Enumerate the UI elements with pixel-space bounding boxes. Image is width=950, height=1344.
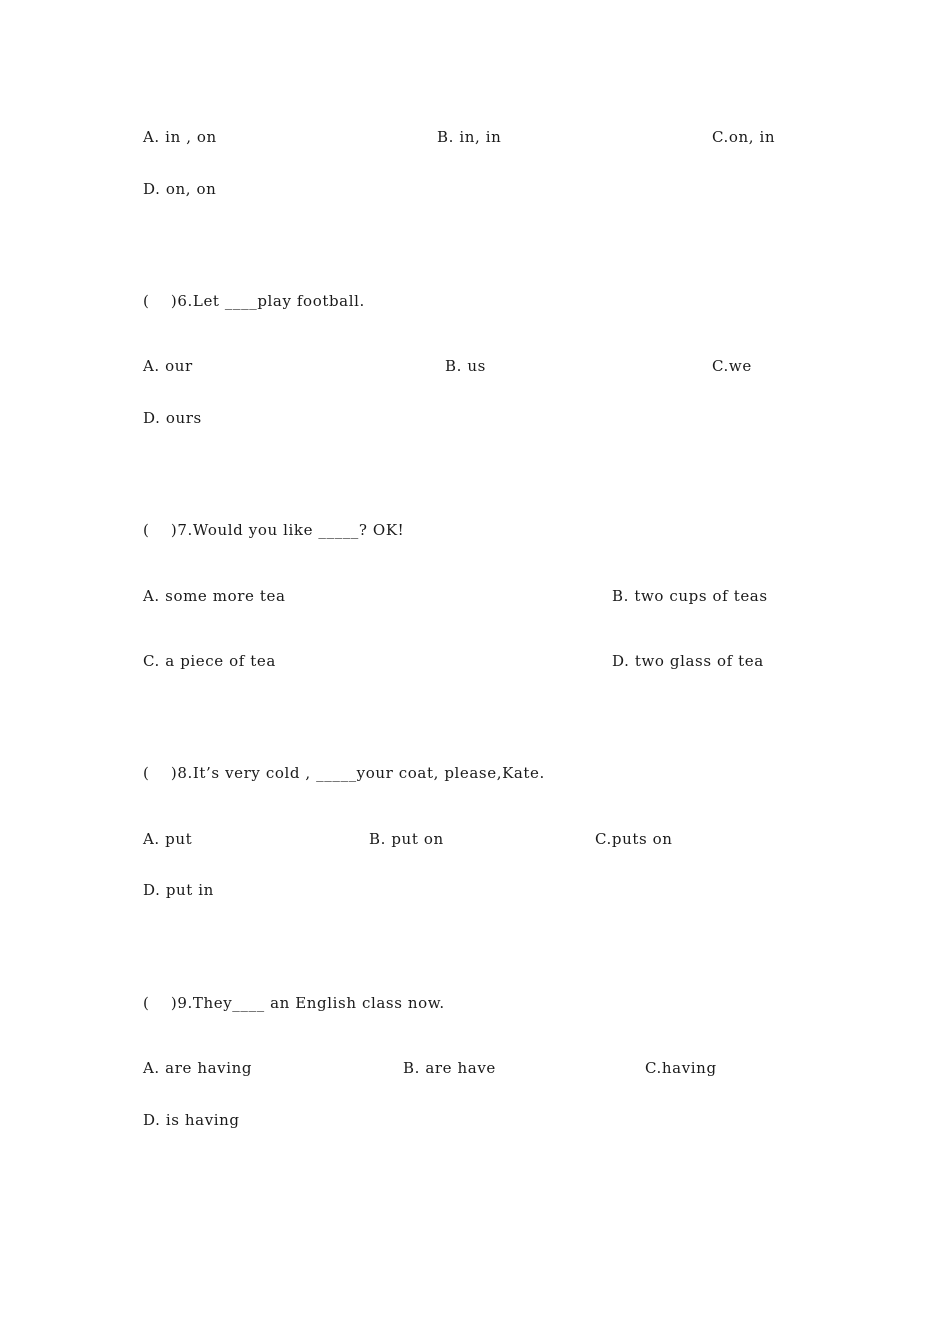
q8-stem: ( )8.It’s very cold , _____your coat, please,Kate. — [143, 764, 545, 782]
q9-stem: ( )9.They____ an English class now. — [143, 994, 445, 1012]
q9-option-d: D. is having — [143, 1111, 240, 1129]
q5-option-a: A. in , on — [143, 128, 217, 146]
q8-option-d: D. put in — [143, 881, 214, 899]
q6-option-d: D. ours — [143, 409, 202, 427]
q7-option-c: C. a piece of tea — [143, 652, 276, 670]
q6-option-c: C.we — [712, 357, 752, 375]
q6-option-a: A. our — [143, 357, 193, 375]
q9-option-b: B. are have — [403, 1059, 496, 1077]
q8-option-c: C.puts on — [595, 830, 673, 848]
q5-option-d: D. on, on — [143, 180, 217, 198]
q7-option-a: A. some more tea — [143, 587, 286, 605]
q6-option-b: B. us — [445, 357, 486, 375]
q9-option-c: C.having — [645, 1059, 717, 1077]
q5-option-b: B. in, in — [437, 128, 502, 146]
q7-stem: ( )7.Would you like _____? OK! — [143, 521, 405, 539]
q8-option-b: B. put on — [369, 830, 444, 848]
q5-option-c: C.on, in — [712, 128, 776, 146]
q9-option-a: A. are having — [143, 1059, 253, 1077]
q7-option-b: B. two cups of teas — [612, 587, 768, 605]
q8-option-a: A. put — [143, 830, 193, 848]
q6-stem: ( )6.Let ____play football. — [143, 292, 365, 310]
q7-option-d: D. two glass of tea — [612, 652, 764, 670]
